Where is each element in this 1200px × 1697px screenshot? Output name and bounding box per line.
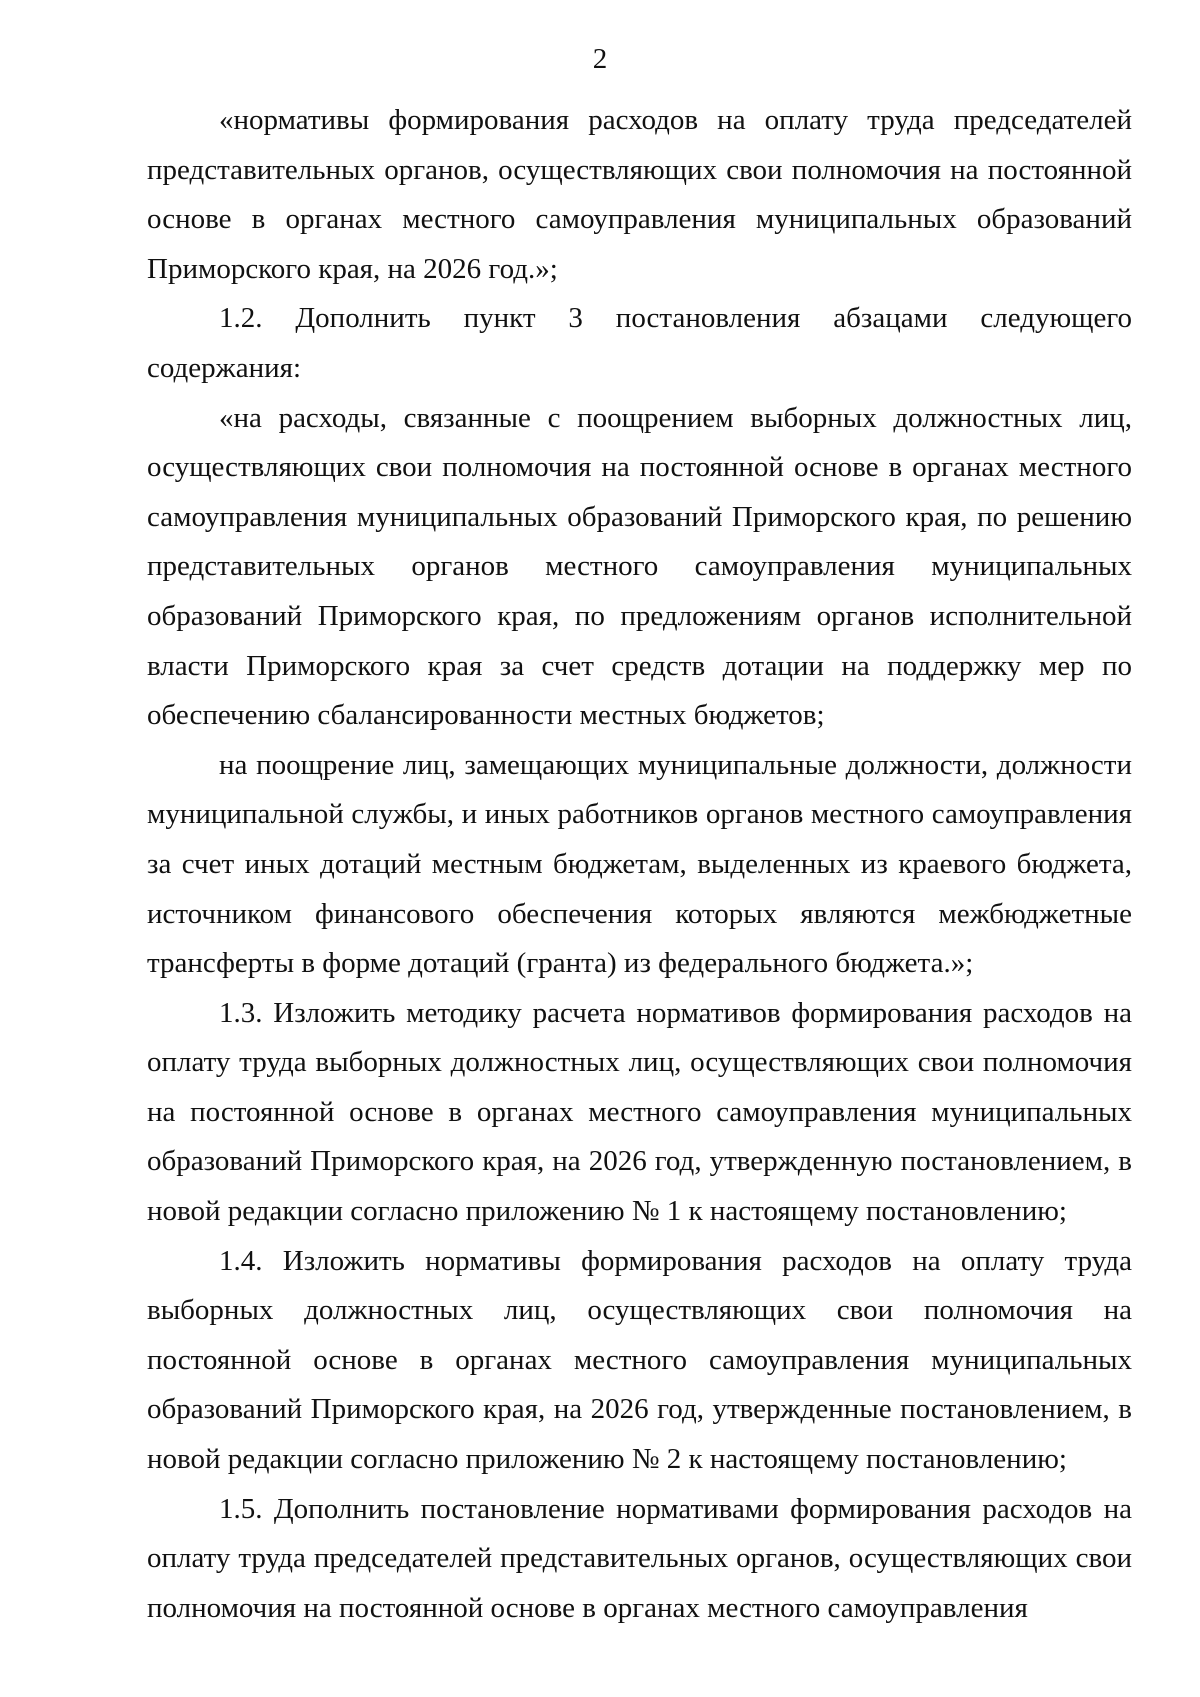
document-body	[147, 96, 1132, 1633]
paragraph-norms-chairpersons: «нормативы формирования расходов на оплату труда председателей представительных органов, осуществляющих свои полномочия на постоянной основе в органах местного самоуправления муниципальных образований Приморского края, на 2026 год.»;	[147, 104, 1132, 285]
paragraph-incentive-elected-officials: «на расходы, связанные с поощрением выборных должностных лиц, осуществляющих свои полномочия на постоянной основе в органах местного самоуправления муниципальных образований Приморского края, по решению представительных органов местного самоуправления муниципальных образований Приморского края, по предложениям органов исполнительной власти Приморского края за счет средств дотации на поддержку мер по обеспечению сбалансированности местных бюджетов;	[147, 401, 1132, 732]
paragraph-item-1-2: 1.2. Дополнить пункт 3 постановления абзацами следующего содержания:	[147, 302, 1132, 384]
paragraph-item-1-4: 1.4. Изложить нормативы формирования расходов на оплату труда выборных должностных лиц, осуществляющих свои полномочия на постоянной основе в органах местного самоуправления муниципальных образований Приморского края, на 2026 год, утвержденные постановлением, в новой редакции согласно приложению № 2 к настоящему постановлению;	[147, 1244, 1132, 1476]
page-number: 2	[592, 43, 608, 75]
paragraph-item-1-3: 1.3. Изложить методику расчета нормативов формирования расходов на оплату труда выборных должностных лиц, осуществляющих свои полномочия на постоянной основе в органах местного самоуправления муниципальных образований Приморского края, на 2026 год, утвержденную постановлением, в новой редакции согласно приложению № 1 к настоящему постановлению;	[147, 996, 1132, 1228]
paragraph-incentive-municipal-employees: на поощрение лиц, замещающих муниципальные должности, должности муниципальной службы, и иных работников органов местного самоуправления за счет иных дотаций местным бюджетам, выделенных из краевого бюджета, источником финансового обеспечения которых являются межбюджетные трансферты в форме дотаций (гранта) из федерального бюджета.»;	[147, 748, 1132, 980]
paragraph-item-1-5: 1.5. Дополнить постановление нормативами формирования расходов на оплату труда председателей представительных органов, осуществляющих свои полномочия на постоянной основе в органах местного самоуправления	[147, 1492, 1132, 1624]
